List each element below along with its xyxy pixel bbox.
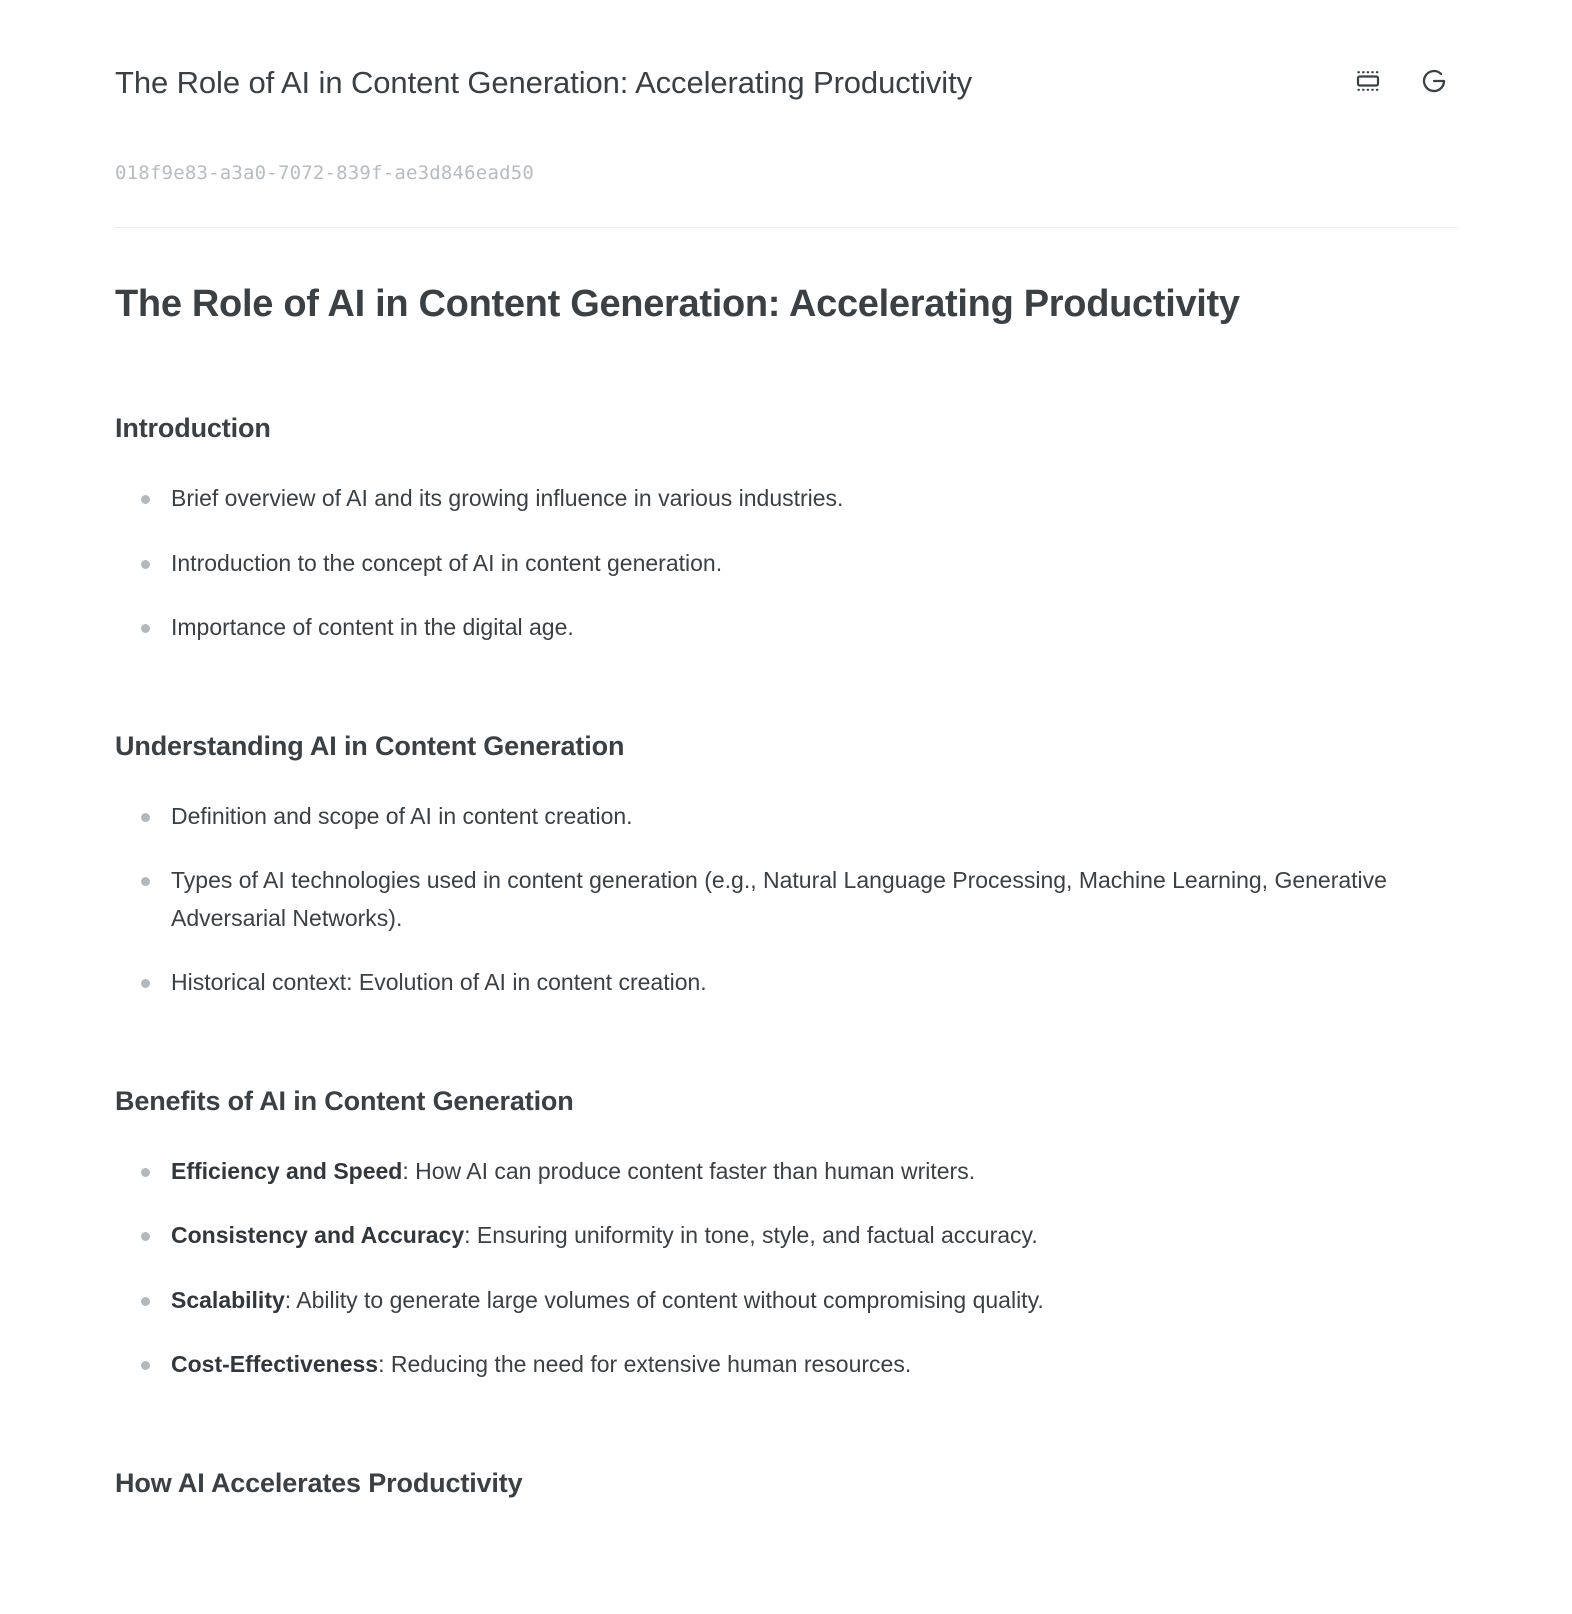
document-body <box>0 280 1572 1501</box>
list-item <box>115 964 1405 1001</box>
document-sections <box>115 411 1457 1501</box>
list-item <box>115 798 1405 835</box>
list-item-label: Consistency and Accuracy <box>171 1222 465 1249</box>
refresh-button[interactable] <box>1414 62 1454 102</box>
section-heading: Introduction <box>115 413 271 444</box>
list-item-label: Efficiency and Speed <box>171 1157 403 1184</box>
document-meta <box>0 104 1572 185</box>
artifact-panel-button[interactable] <box>1348 62 1388 102</box>
list-item-text: : Reducing the need for extensive human resources. <box>378 1351 912 1378</box>
artifact-panel-icon <box>1353 66 1383 99</box>
list-item-text: Brief overview of AI and its growing influence in various industries. <box>171 485 844 512</box>
list-item-label: Cost-Effectiveness <box>171 1351 379 1378</box>
list-item-text: Importance of content in the digital age. <box>171 614 574 641</box>
list-item-label: Scalability <box>171 1286 285 1313</box>
document-uuid: 018f9e83-a3a0-7072-839f-ae3d846ead50 <box>115 162 535 184</box>
list-item-text: Introduction to the concept of AI in content generation. <box>171 549 723 576</box>
document-title: The Role of AI in Content Generation: Accelerating Productivity <box>115 282 1240 325</box>
list-item-text: Types of AI technologies used in content generation (e.g., Natural Language Processing, Machine Learning, Generative Adversarial Networks). <box>171 867 1387 931</box>
toolbar-actions <box>1348 62 1454 104</box>
list-item-text: : Ensuring uniformity in tone, style, and factual accuracy. <box>464 1222 1038 1249</box>
list-item-text: Historical context: Evolution of AI in content creation. <box>171 969 707 996</box>
list-item-text: Definition and scope of AI in content creation. <box>171 802 633 829</box>
top-bar <box>0 0 1572 104</box>
list-item <box>115 609 1405 646</box>
section-heading: How AI Accelerates Productivity <box>115 1467 523 1498</box>
list-item <box>115 1346 1405 1383</box>
list-item <box>115 545 1405 582</box>
bullet-list <box>115 480 1457 646</box>
list-item <box>115 862 1405 937</box>
header-divider <box>115 227 1457 228</box>
page-title: The Role of AI in Content Generation: Accelerating Productivity <box>115 65 973 101</box>
bullet-list <box>115 1153 1457 1384</box>
list-item <box>115 1153 1405 1190</box>
bullet-list <box>115 798 1457 1002</box>
refresh-icon <box>1418 65 1450 100</box>
document-section <box>115 1084 1457 1384</box>
section-heading: Benefits of AI in Content Generation <box>115 1085 574 1116</box>
list-item-text: : How AI can produce content faster than human writers. <box>402 1157 976 1184</box>
document-section <box>115 1466 1457 1501</box>
section-heading: Understanding AI in Content Generation <box>115 730 625 761</box>
list-item <box>115 1217 1405 1254</box>
document-section <box>115 411 1457 647</box>
list-item-text: : Ability to generate large volumes of content without compromising quality. <box>284 1286 1044 1313</box>
list-item <box>115 1282 1405 1319</box>
list-item <box>115 480 1405 517</box>
document-section <box>115 729 1457 1002</box>
